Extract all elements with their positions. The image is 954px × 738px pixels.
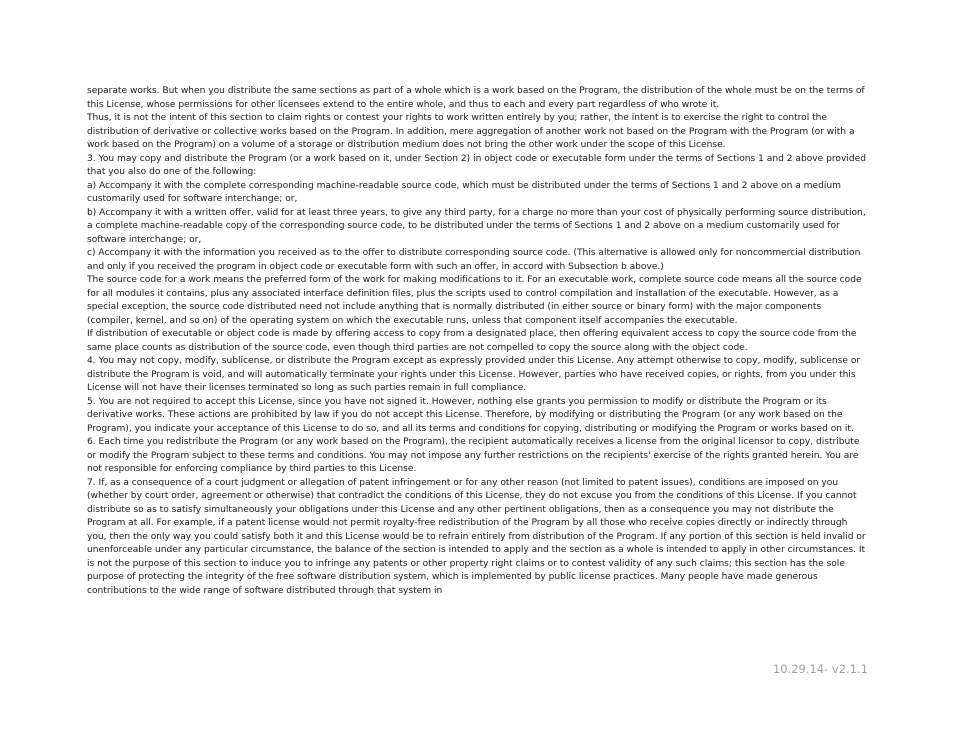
license-paragraph: 5. You are not required to accept this License, since you have not signed it. However, nothing else grants you permission to modify or distribute the Program or its derivative works. These actions are prohibited by law if you do not accept this License. Therefore, by modifying or distributing the Program (or any work based on the Program), you indicate your acceptance of this License to do so, and all its terms and conditions for copying, distributing or modifying the Program or works based on it.: [87, 396, 854, 434]
license-paragraph: separate works. But when you distribute the same sections as part of a whole which is a work based on the Program, the distribution of the whole must be on the terms of this License, whose permissions for other licensees extend to the entire whole, and thus to each and every part regardless of who wrote it.: [87, 86, 865, 110]
license-paragraph: 7. If, as a consequence of a court judgment or allegation of patent infringement or for any other reason (not limited to patent issues), conditions are imposed on you (whether by court order, agreement or otherwise) that contradict the conditions of this License, they do not excuse you from the conditions of this License. If you cannot distribute so as to satisfy simultaneously your obligations under this License and any other pertinent obligations, then as a consequence you may not distribute the Program at all. For example, if a patent license would not permit royalty-free redistribution of the Program by all those who receive copies directly or indirectly through you, then the only way you could satisfy both it and this License would be to refrain entirely from distribution of the Program. If any portion of this section is held invalid or unenforceable under any particular circumstance, the balance of the section is intended to apply and the section as a whole is intended to apply in other circumstances. It is not the purpose of this section to induce you to infringe any patents or other property right claims or to contest validity of any such claims; this section has the sole purpose of protecting the integrity of the free software distribution system, which is implemented by public license practices. Many people have made generous contributions to the wide range of software distributed through that system in: [87, 477, 866, 596]
license-paragraph: 3. You may copy and distribute the Program (or a work based on it, under Section 2) in object code or executable form under the terms of Sections 1 and 2 above provided that you also do one of the following:: [87, 153, 866, 177]
license-text-body: [87, 85, 867, 627]
version-label: 10.29.14- v2.1.1: [772, 662, 868, 676]
license-paragraph: b) Accompany it with a written offer, valid for at least three years, to give any third party, for a charge no more than your cost of physically performing source distribution, a complete machine-readable copy of the corresponding source code, to be distributed under the terms of Sections 1 and 2 above on a medium customarily used for software interchange; or,: [87, 207, 866, 245]
license-paragraph: 6. Each time you redistribute the Program (or any work based on the Program), the recipient automatically receives a license from the original licensor to copy, distribute or modify the Program subject to these terms and conditions. You may not impose any further restrictions on the recipients' exercise of the rights granted herein. You are not responsible for enforcing compliance by third parties to this License.: [87, 437, 860, 474]
license-paragraph: c) Accompany it with the information you received as to the offer to distribute corresponding source code. (This alternative is allowed only for noncommercial distribution and only if you received the program in object code or executable form with such an offer, in accord with Subsection b above.): [87, 248, 861, 272]
license-paragraph: 4. You may not copy, modify, sublicense, or distribute the Program except as expressly provided under this License. Any attempt otherwise to copy, modify, sublicense or distribute the Program is void, and will automatically terminate your rights under this License. However, parties who have received copies, or rights, from you under this License will not have their licenses terminated so long as such parties remain in full compliance.: [87, 356, 861, 393]
license-paragraph: Thus, it is not the intent of this section to claim rights or contest your rights to work written entirely by you; rather, the intent is to exercise the right to control the distribution of derivative or collective works based on the Program. In addition, mere aggregation of another work not based on the Program with the Program (or with a work based on the Program) on a volume of a storage or distribution medium does not bring the other work under the scope of this License.: [87, 113, 855, 150]
license-paragraph: a) Accompany it with the complete corresponding machine-readable source code, which must be distributed under the terms of Sections 1 and 2 above on a medium customarily used for software interchange; or,: [87, 180, 841, 204]
license-paragraph: The source code for a work means the preferred form of the work for making modifications to it. For an executable work, complete source code means all the source code for all modules it contains, plus any associated interface definition files, plus the scripts used to control compilation and installation of the executable. However, as a special exception, the source code distributed need not include anything that is normally distributed (in either source or binary form) with the major components (compiler, kernel, and so on) of the operating system on which the executable runs, unless that component itself accompanies the executable.: [87, 275, 862, 326]
license-paragraph: If distribution of executable or object code is made by offering access to copy from a designated place, then offering equivalent access to copy the source code from the same place counts as distribution of the source code, even though third parties are not compelled to copy the source along with the object code.: [87, 329, 857, 353]
